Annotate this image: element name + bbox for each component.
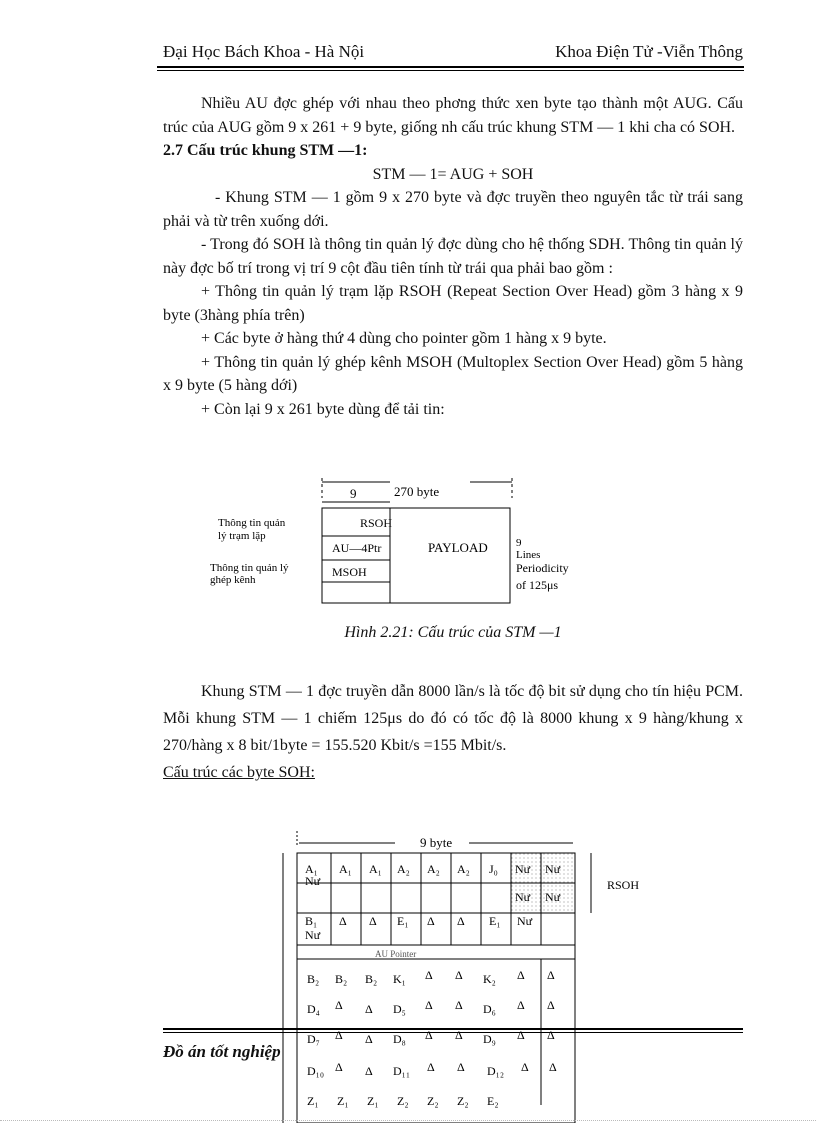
soh-structure-title: Cấu trúc các byte SOH:: [163, 764, 315, 781]
footer-text: Đồ án tốt nghiệp: [163, 1042, 281, 1061]
cell: Z₂: [397, 1094, 409, 1108]
cell: Δ: [425, 1028, 433, 1042]
cell: D₁₁: [393, 1064, 411, 1078]
cell: B₂: [335, 972, 348, 986]
pointer-label: AU Pointer: [375, 949, 417, 959]
cell: Δ: [457, 1060, 465, 1074]
footer-rule-thin: [163, 1032, 743, 1033]
cell: K₂: [483, 972, 496, 986]
paragraph-rate: Khung STM — 1 đợc truyền dẫn 8000 lần/s là tốc độ bit sử dụng cho tín hiệu PCM. Mỗi khung STM — 1 chiếm 125μs do đó có tốc độ là 8000 khung x 9 hàng/khung x 270/hàng x 8 bit/1byte = 155.520 Kbit/s =155 Mbit/s.: [163, 683, 743, 754]
cell: Δ: [517, 968, 525, 982]
cell: Δ: [427, 1060, 435, 1074]
cell: A₂: [457, 862, 470, 876]
cell: B₂: [307, 972, 320, 986]
cell: Δ: [547, 968, 555, 982]
cell: A₂: [427, 862, 440, 876]
cell: Z₁: [337, 1094, 349, 1108]
paragraph-soh: - Trong đó SOH là thông tin quản lý đợc dùng cho hệ thống SDH. Thông tin quản lý này đợc bố trí trong vị trí 9 cột đầu tiên tính từ trái qua phải bao gồm :: [163, 236, 743, 277]
cell: A₂: [397, 862, 410, 876]
cell: A₁: [369, 862, 382, 876]
col-lines: [331, 853, 541, 1105]
paragraph-payload: + Còn lại 9 x 261 byte dùng để tải tin:: [201, 400, 445, 418]
cell: E₁: [489, 914, 501, 928]
cell: D₆: [483, 1002, 496, 1016]
cell: Δ: [369, 914, 377, 928]
msoh-rows: [307, 968, 557, 1108]
paragraph-pointer: + Các byte ở hàng thứ 4 dùng cho pointer gồm 1 hàng x 9 byte.: [201, 330, 607, 347]
cell: Nư: [545, 890, 561, 904]
cell: Δ: [335, 998, 343, 1012]
au4ptr-label: AU—4Ptr: [332, 541, 382, 555]
cell: Nư: [517, 914, 533, 928]
cell: Δ: [549, 1060, 557, 1074]
cell: Nư: [545, 862, 561, 876]
nine-label: 9: [350, 486, 357, 501]
cell: Δ: [365, 1032, 373, 1046]
cell: Δ: [425, 968, 433, 982]
row-2: [305, 914, 533, 942]
cell: Δ: [547, 998, 555, 1012]
bottom-dotted-edge: [0, 1120, 816, 1121]
cell: Nư: [305, 874, 321, 888]
cell: Z₂: [457, 1094, 469, 1108]
cell: B₂: [365, 972, 378, 986]
cell: Δ: [365, 1002, 373, 1016]
formula: STM — 1= AUG + SOH: [372, 165, 534, 183]
body-text: [163, 92, 743, 421]
payload-label: PAYLOAD: [428, 540, 488, 555]
paragraph-msoh: + Thông tin quản lý ghép kênh MSOH (Multoplex Section Over Head) gồm 5 hàng x 9 byte (5 hàng dới): [163, 353, 743, 394]
left-label-2b: ghép kênh: [210, 574, 256, 586]
cell: Nư: [515, 890, 531, 904]
paragraph-stm-frame: - Khung STM — 1 gồm 9 x 270 byte và đợc truyền theo nguyên tắc từ trái sang phải và từ trên xuống dới.: [163, 189, 743, 230]
cell: Z₁: [307, 1094, 319, 1108]
cell: Δ: [547, 1028, 555, 1042]
cell: Δ: [455, 998, 463, 1012]
frame-box: [322, 508, 510, 603]
paragraph-rsoh: + Thông tin quản lý trạm lặp RSOH (Repeat Section Over Head) gồm 3 hàng x 9 byte (3hàng phía trên): [163, 283, 743, 324]
cell: Δ: [425, 998, 433, 1012]
section-heading: 2.7 Cấu trúc khung STM —1:: [163, 142, 368, 159]
paragraph-aug: Nhiều AU đợc ghép với nhau theo phơng thức xen byte tạo thành một AUG. Cấu trúc của AUG gồm 9 x 261 + 9 byte, giống nh cấu trúc khung STM — 1 khi cha có SOH.: [163, 95, 743, 136]
cell: Δ: [521, 1060, 529, 1074]
header-rule: [157, 66, 744, 68]
cell: A₁: [305, 862, 318, 876]
cell: B₁: [305, 914, 318, 928]
right-label-3: Periodicity: [516, 561, 569, 575]
cell: Z₁: [367, 1094, 379, 1108]
soh-byte-diagram: [255, 825, 675, 1123]
cell: Nư: [515, 862, 531, 876]
cell: Δ: [427, 914, 435, 928]
footer-rule: [163, 1028, 743, 1030]
page-header: [163, 42, 743, 62]
left-label-1a: Thông tin quản: [218, 517, 286, 529]
cell: Δ: [455, 1028, 463, 1042]
cell: Nư: [305, 928, 321, 942]
right-label-2: Lines: [516, 549, 541, 561]
cell: J₀: [489, 862, 498, 876]
cell: K₁: [393, 972, 406, 986]
cell: Δ: [335, 1060, 343, 1074]
stm1-frame-diagram: [200, 472, 620, 612]
cell: D₈: [393, 1032, 406, 1046]
cell: D₅: [393, 1002, 406, 1016]
figure-caption: Hình 2.21: Cấu trúc của STM —1: [344, 624, 562, 641]
cell: D₇: [307, 1032, 320, 1046]
cell: Δ: [455, 968, 463, 982]
cell: D₄: [307, 1002, 320, 1016]
cell: Δ: [335, 1028, 343, 1042]
width-label: 270 byte: [394, 484, 440, 499]
cell: E₂: [487, 1094, 499, 1108]
cell: Δ: [365, 1064, 373, 1078]
cell: Δ: [517, 998, 525, 1012]
msoh-label: MSOH: [332, 565, 367, 579]
header-rule-thin: [157, 70, 744, 71]
cell: D₁₀: [307, 1064, 325, 1078]
cell: E₁: [397, 914, 409, 928]
cell: Δ: [457, 914, 465, 928]
body-text-2: [163, 678, 743, 786]
cell: D₉: [483, 1032, 496, 1046]
left-label-2a: Thông tin quản lý: [210, 562, 289, 574]
header-right: Khoa Điện Tử -Viễn Thông: [555, 42, 743, 61]
rsoh-label: RSOH: [360, 516, 393, 530]
cell: Δ: [517, 1028, 525, 1042]
right-label-4: of 125μs: [516, 578, 559, 592]
header-left: Đại Học Bách Khoa - Hà Nội: [163, 42, 365, 61]
cell: Z₂: [427, 1094, 439, 1108]
cell: D₁₂: [487, 1064, 505, 1078]
cell: Δ: [339, 914, 347, 928]
cell: A₁: [339, 862, 352, 876]
left-label-1b: lý trạm lặp: [218, 530, 266, 542]
right-label-1: 9: [516, 537, 522, 549]
rsoh-label: RSOH: [607, 878, 640, 892]
width-9byte: 9 byte: [420, 835, 453, 850]
